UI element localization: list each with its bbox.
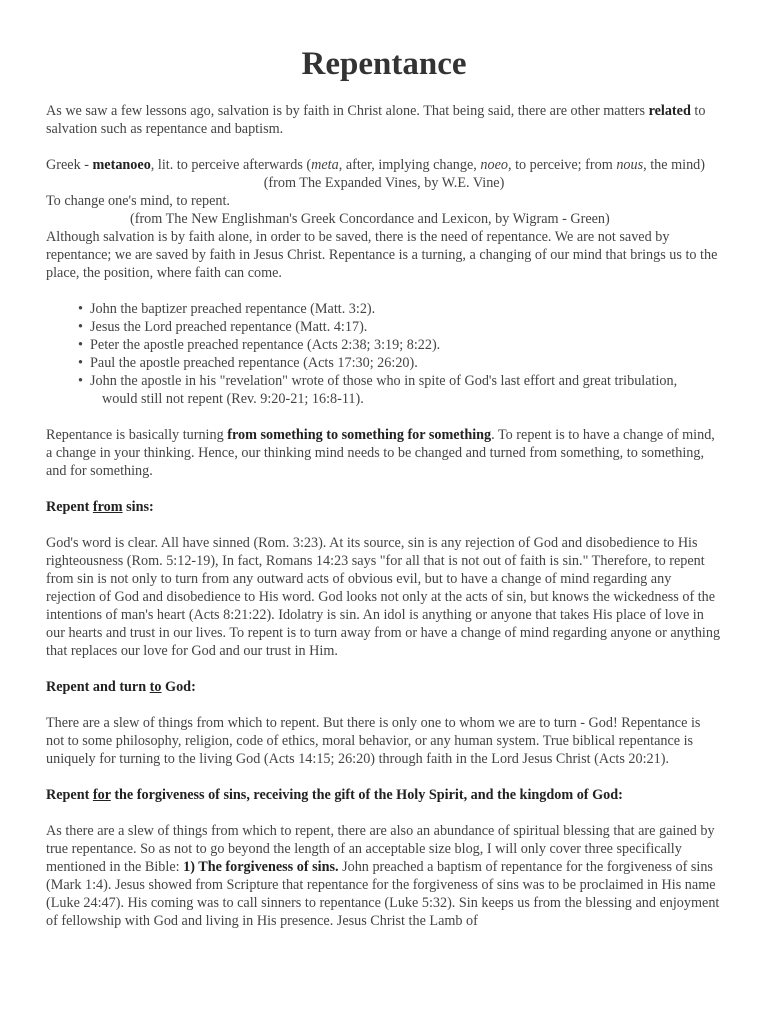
for-bold: 1) The forgiveness of sins.	[183, 859, 339, 875]
list-item-text: Paul the apostle preached repentance (Acts 17:30; 26:20).	[90, 355, 418, 371]
basic-paragraph	[46, 426, 722, 480]
heading-underlined: to	[149, 679, 162, 695]
salvation-paragraph: Although salvation is by faith alone, in order to be saved, there is the need of repentance. We are not saved by repentance; we are saved by faith in Jesus Christ. Repentance is a turning, a changing of our mind that brings us to the place, the position, where faith can come.	[46, 229, 718, 281]
intro-text-1: As we saw a few lessons ago, salvation is by faith in Christ alone. That being said, there are other matters	[46, 103, 649, 119]
for-text-1: As there are a slew of things from which to repent, there are also an abundance of spiritual blessing that are gained by true repentance. So as not to go beyond the length of an acceptable size blog, I will only cover three specifically mentioned in the Bible:	[46, 823, 715, 875]
heading-text: Repent	[46, 499, 93, 515]
from-paragraph: God's word is clear. All have sinned (Rom. 3:23). At its source, sin is any rejection of God and disobedience to His righteousness (Rom. 5:12-19), In fact, Romans 14:23 says "for all that is not out of faith is sin." Therefore, to repent from sin is not only to turn from any outward acts of obvious evil, but to have a change of mind regarding any rejection of God and disobedience to His word. God looks not only at the acts of sin, but knows the wickedness of the intentions of man's heart (Acts 8:21:22). Idolatry is sin. An idol is anything or anyone that takes His place of love in our hearts and trust in our lives. To repent is to turn away from or have a change of mind regarding anyone or anything that replaces our love for God and our trust in Him.	[46, 535, 721, 659]
section-heading-to	[46, 678, 722, 696]
list-item-text-continued: would still not repent (Rev. 9:20-21; 16:8-11).	[102, 391, 364, 407]
list-item	[78, 372, 722, 408]
citation-vine: (from The Expanded Vines, by W.E. Vine)	[263, 175, 505, 191]
greek-word: metanoeo	[92, 157, 151, 173]
heading-underlined: for	[92, 787, 111, 803]
list-item	[78, 318, 722, 336]
page-title: Repentance	[301, 46, 467, 82]
heading-text: the forgiveness of sins, receiving the gift of the Holy Spirit, and the kingdom of God:	[110, 787, 623, 803]
greek-text-2: , after, implying change,	[338, 157, 481, 173]
greek-text-3: , to perceive; from	[507, 157, 617, 173]
list-item-text: John the baptizer preached repentance (Matt. 3:2).	[90, 301, 376, 317]
heading-text: God:	[161, 679, 196, 695]
intro-bold-related: related	[648, 103, 691, 119]
heading-underlined: from	[92, 499, 123, 515]
basic-text-1: Repentance is basically turning	[46, 427, 228, 443]
section-heading-for	[46, 786, 722, 804]
greek-text-1: , lit. to perceive afterwards (	[150, 157, 312, 173]
bullet-icon: •	[78, 337, 83, 353]
list-item	[78, 300, 722, 318]
citation-wigram: (from The New Englishman's Greek Concordance and Lexicon, by Wigram - Green)	[130, 211, 610, 227]
for-text-2: John preached a baptism of repentance for the forgiveness of sins (Mark 1:4). Jesus showed from Scripture that repentance for the forgiveness of sins was to be proclaimed in His name (Luke 24:47). His coming was to call sinners to repentance (Luke 5:32). Sin keeps us from the blessing and enjoyment of fellowship with God and living in His presence. Jesus Christ the Lamb of	[46, 859, 720, 929]
greek-text-4: , the mind)	[643, 157, 705, 173]
greek-prefix: Greek -	[46, 157, 93, 173]
bullet-icon: •	[78, 373, 83, 389]
heading-text: Repent and turn	[46, 679, 150, 695]
section-heading-from	[46, 498, 722, 516]
for-paragraph	[46, 822, 722, 930]
bullet-icon: •	[78, 319, 83, 335]
intro-paragraph	[46, 102, 722, 138]
list-item	[78, 336, 722, 354]
list-item-text: John the apostle in his "revelation" wrote of those who in spite of God's last effort and great tribulation,	[90, 373, 678, 389]
bullet-icon: •	[78, 301, 83, 317]
list-item-text: Peter the apostle preached repentance (Acts 2:38; 3:19; 8:22).	[90, 337, 441, 353]
basic-text-2: . To repent is to have a change of mind, a change in your thinking. Hence, our thinking mind needs to be changed and turned from something, to something, and for something.	[46, 427, 715, 479]
greek-meta: meta	[311, 157, 339, 173]
preachers-list	[46, 300, 722, 408]
list-item	[78, 354, 722, 372]
heading-text: sins:	[122, 499, 154, 515]
basic-bold: from something to something for something	[227, 427, 492, 443]
to-paragraph: There are a slew of things from which to repent. But there is only one to whom we are to turn - God! Repentance is not to some philosophy, religion, code of ethics, moral behavior, or any human system. True biblical repentance is uniquely for turning to the living God (Acts 14:15; 26:20) through faith in the Lord Jesus Christ (Acts 20:21).	[46, 715, 701, 767]
greek-nous: nous	[616, 157, 644, 173]
greek-noeo: noeo	[480, 157, 508, 173]
intro-text-2: to salvation such as repentance and baptism.	[46, 103, 706, 137]
bullet-icon: •	[78, 355, 83, 371]
greek-definition	[46, 156, 722, 174]
definition-line: To change one's mind, to repent.	[46, 193, 230, 209]
list-item-text: Jesus the Lord preached repentance (Matt. 4:17).	[90, 319, 368, 335]
heading-text: Repent	[46, 787, 93, 803]
